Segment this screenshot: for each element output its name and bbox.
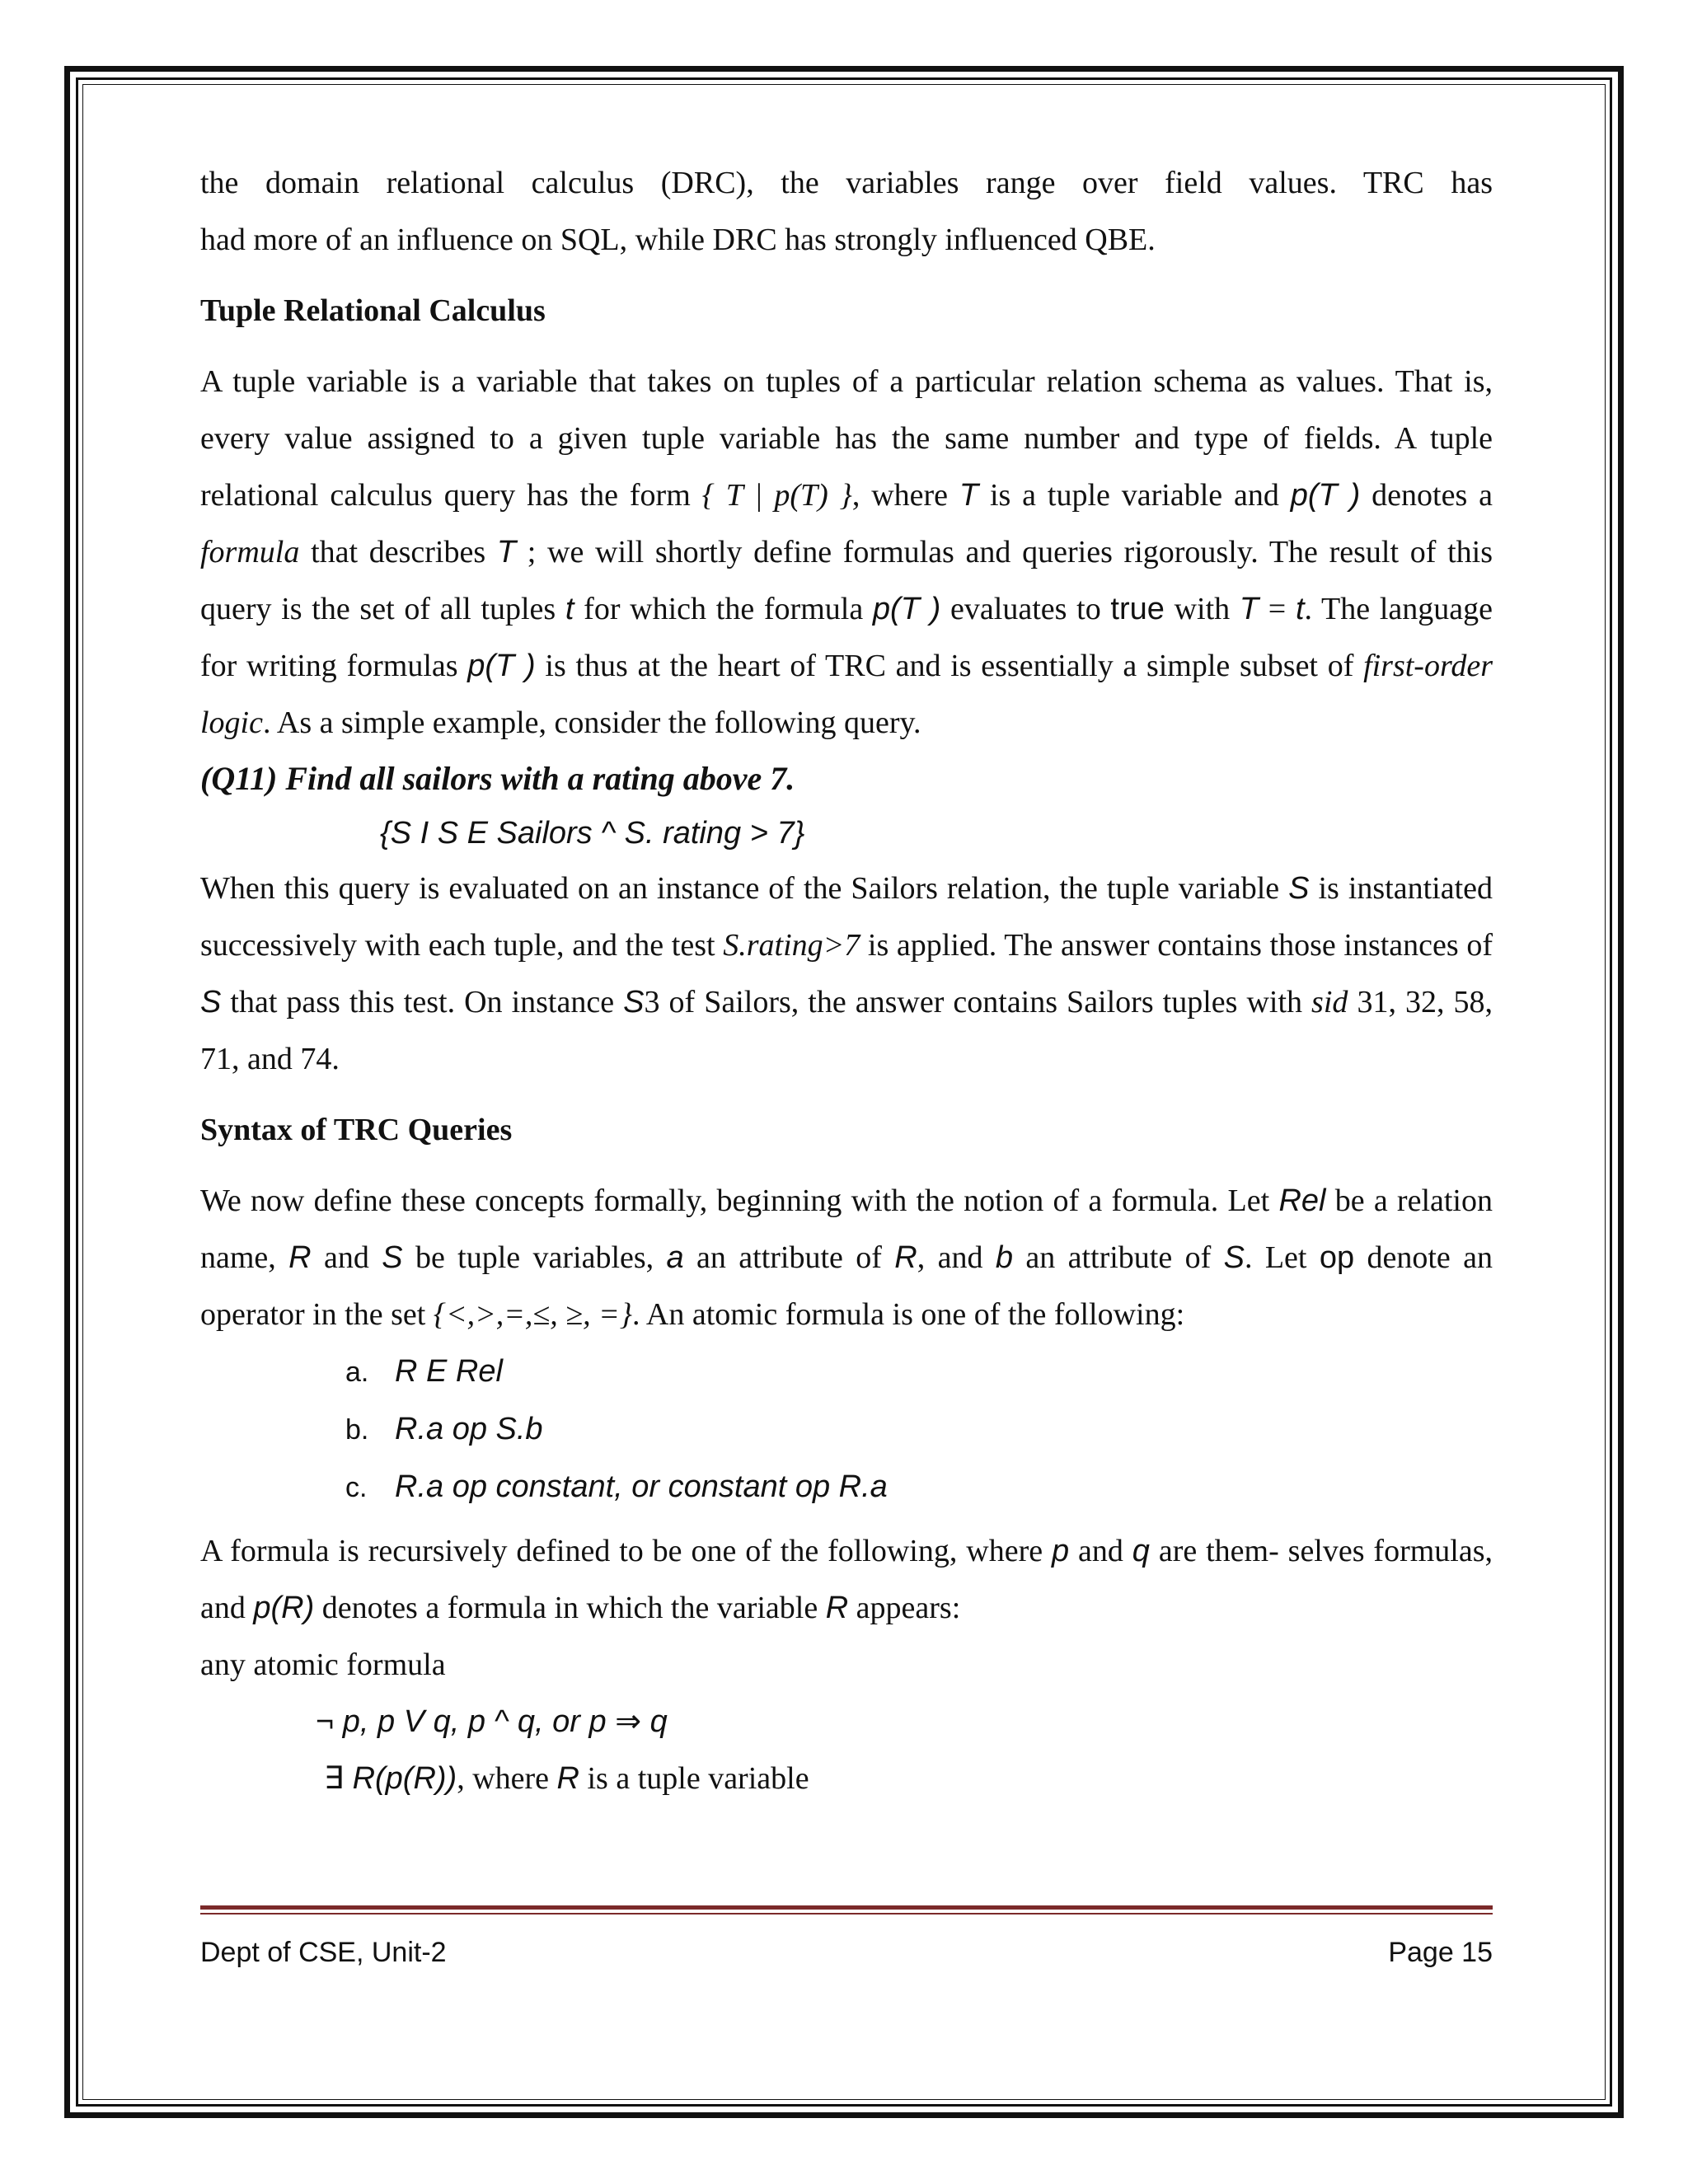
q11-query: {S I S E Sailors ^ S. rating > 7} (380, 816, 805, 851)
atomic-formula-list (200, 1343, 1493, 1516)
footer-department: Dept of CSE, Unit-2 (200, 1937, 447, 1968)
list-item: a. R E Rel (345, 1354, 503, 1389)
q11-paragraph: When this query is evaluated on an instance of the Sailors relation, the tuple variable S is instantiated successively with each tuple, and the test S.rating>7 is applied. The answer contains those instances of S that pass this test. On instance S3 of Sailors, the answer contains Sailors tuples with sid 31, 32, 58, 71, and 74. (200, 871, 1493, 1076)
formula-operators: ¬ p, p V q, p ^ q, or p ⇒ q (316, 1704, 668, 1739)
page-number: Page 15 (1388, 1937, 1493, 1968)
page-footer (200, 1937, 1493, 1969)
footer-rule-thick (200, 1905, 1493, 1910)
list-item: c. R.a op constant, or constant op R.a (345, 1469, 888, 1504)
syntax-paragraph: We now define these concepts formally, beginning with the notion of a formula. Let Rel be a relation name, R and S be tuple variables, a an attribute of R, and b an attribute of S. Let op denote an operator in the set {<,>,=,≤, ≥, =}. An atomic formula is one of the following: (200, 1183, 1493, 1332)
intro-line-2: had more of an influence on SQL, while DRC has strongly influenced QBE. (200, 223, 1156, 257)
list-item: b. R.a op S.b (345, 1412, 543, 1446)
formula-paragraph: A formula is recursively defined to be one of the following, where p and q are them- selves formulas, and p(R) denotes a formula in which the variable R appears: (200, 1534, 1493, 1625)
footer-rule-thin (200, 1913, 1493, 1915)
exists-line: ∃ R(p(R)), where R is a tuple variable (324, 1761, 809, 1796)
trc-heading: Tuple Relational Calculus (200, 293, 546, 328)
intro-line-1: the domain relational calculus (DRC), the variables range over field values. TRC has (200, 166, 1493, 200)
any-atomic-formula: any atomic formula (200, 1647, 446, 1682)
q11-title: (Q11) Find all sailors with a rating above 7. (200, 760, 795, 797)
syntax-heading: Syntax of TRC Queries (200, 1113, 513, 1147)
page-content (200, 155, 1493, 1807)
trc-paragraph: A tuple variable is a variable that takes on tuples of a particular relation schema as values. That is, every value assigned to a given tuple variable has the same number and type of fields. A tuple relational calculus query has the form { T | p(T) }, where T is a tuple variable and p(T ) denotes a formula that describes T ; we will shortly define formulas and queries rigorously. The result of this query is the set of all tuples t for which the formula p(T ) evaluates to true with T = t. The language for writing formulas p(T ) is thus at the heart of TRC and is essentially a simple subset of first-order logic. As a simple example, consider the following query. (200, 364, 1493, 740)
